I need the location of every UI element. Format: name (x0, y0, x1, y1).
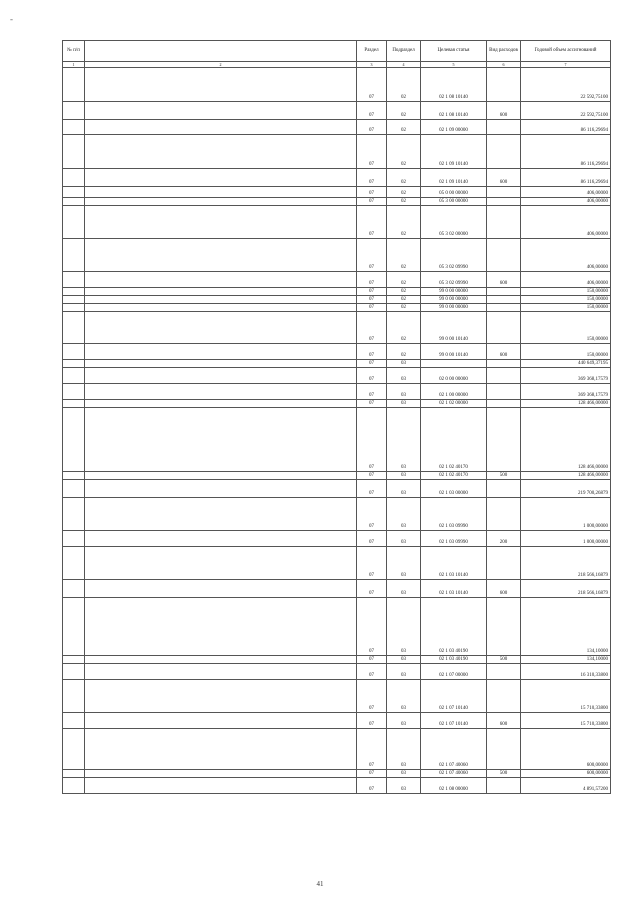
row-subsection-cell: 03 (387, 384, 421, 400)
row-section-cell: 07 (357, 656, 387, 664)
table-row (63, 68, 611, 102)
row-target-cell: 05 3 02 00000 (421, 206, 487, 239)
row-subsection-cell: 03 (387, 656, 421, 664)
row-amount-cell: 128 466,00000 (521, 408, 611, 472)
row-target-cell: 02 1 07 10140 (421, 713, 487, 729)
table-row (63, 169, 611, 187)
table-row (63, 598, 611, 656)
row-target-cell: 02 1 08 10140 (421, 68, 487, 102)
row-name-cell (85, 472, 357, 480)
row-name-cell (85, 778, 357, 794)
header-kind: Вид расходов (487, 41, 521, 62)
table-row (63, 102, 611, 120)
table-row (63, 368, 611, 384)
row-name-cell (85, 713, 357, 729)
row-name-cell (85, 120, 357, 135)
row-kind-cell (487, 360, 521, 368)
row-kind-cell (487, 778, 521, 794)
row-kind-cell (487, 68, 521, 102)
row-number-cell (63, 206, 85, 239)
column-number: 3 (357, 62, 387, 68)
row-name-cell (85, 729, 357, 770)
table-row (63, 239, 611, 272)
row-section-cell: 07 (357, 187, 387, 198)
row-target-cell: 05 0 00 00000 (421, 187, 487, 198)
row-amount-cell: 440 649,37195 (521, 360, 611, 368)
row-subsection-cell: 02 (387, 239, 421, 272)
row-kind-cell (487, 198, 521, 206)
row-number-cell (63, 656, 85, 664)
row-target-cell: 05 3 00 00000 (421, 198, 487, 206)
row-number-cell (63, 713, 85, 729)
row-amount-cell: 600,00000 (521, 729, 611, 770)
row-subsection-cell: 03 (387, 729, 421, 770)
row-number-cell (63, 480, 85, 498)
row-subsection-cell: 03 (387, 770, 421, 778)
row-amount-cell: 150,00000 (521, 344, 611, 360)
row-amount-cell: 22 592,75100 (521, 68, 611, 102)
row-section-cell: 07 (357, 368, 387, 384)
table-row (63, 312, 611, 344)
row-number-cell (63, 368, 85, 384)
row-amount-cell: 4 891,57200 (521, 778, 611, 794)
column-number: 4 (387, 62, 421, 68)
table-row (63, 304, 611, 312)
row-subsection-cell: 02 (387, 198, 421, 206)
row-kind-cell (487, 304, 521, 312)
row-target-cell: 02 1 02 40170 (421, 408, 487, 472)
table-row (63, 729, 611, 770)
table-row (63, 713, 611, 729)
row-subsection-cell: 03 (387, 547, 421, 580)
budget-table-sheet (62, 40, 610, 794)
row-kind-cell (487, 288, 521, 296)
table-row (63, 498, 611, 531)
row-subsection-cell: 02 (387, 120, 421, 135)
row-name-cell (85, 296, 357, 304)
row-section-cell: 07 (357, 384, 387, 400)
table-row (63, 344, 611, 360)
row-subsection-cell: 02 (387, 296, 421, 304)
row-name-cell (85, 656, 357, 664)
table-row (63, 472, 611, 480)
row-target-cell: 99 0 00 10140 (421, 312, 487, 344)
table-row (63, 198, 611, 206)
row-number-cell (63, 680, 85, 713)
row-name-cell (85, 400, 357, 408)
row-section-cell: 07 (357, 102, 387, 120)
row-kind-cell: 600 (487, 102, 521, 120)
row-number-cell (63, 408, 85, 472)
table-row (63, 547, 611, 580)
row-name-cell (85, 770, 357, 778)
row-target-cell (421, 360, 487, 368)
row-target-cell: 02 1 07 00000 (421, 664, 487, 680)
row-target-cell: 02 1 02 40170 (421, 472, 487, 480)
row-kind-cell: 500 (487, 472, 521, 480)
row-target-cell: 02 1 03 09990 (421, 498, 487, 531)
row-amount-cell: 150,00000 (521, 296, 611, 304)
table-row (63, 531, 611, 547)
row-number-cell (63, 120, 85, 135)
column-number: 7 (521, 62, 611, 68)
row-target-cell: 99 0 00 00000 (421, 296, 487, 304)
row-kind-cell: 500 (487, 656, 521, 664)
row-target-cell: 05 3 02 09990 (421, 272, 487, 288)
row-target-cell: 99 0 00 10140 (421, 344, 487, 360)
row-kind-cell (487, 664, 521, 680)
row-amount-cell: 406,00000 (521, 187, 611, 198)
row-subsection-cell: 02 (387, 304, 421, 312)
table-row (63, 400, 611, 408)
row-amount-cell: 16 310,33800 (521, 664, 611, 680)
row-section-cell: 07 (357, 120, 387, 135)
row-amount-cell: 150,00000 (521, 304, 611, 312)
row-section-cell: 07 (357, 598, 387, 656)
header-amount: Годовой объем ассигнований (521, 41, 611, 62)
row-section-cell: 07 (357, 770, 387, 778)
header-subsection: Подраздел (387, 41, 421, 62)
row-subsection-cell: 03 (387, 598, 421, 656)
row-number-cell (63, 778, 85, 794)
row-section-cell: 07 (357, 729, 387, 770)
row-section-cell: 07 (357, 408, 387, 472)
row-section-cell: 07 (357, 472, 387, 480)
row-kind-cell (487, 312, 521, 344)
row-kind-cell (487, 384, 521, 400)
row-name-cell (85, 598, 357, 656)
row-number-cell (63, 102, 85, 120)
table-row (63, 770, 611, 778)
row-number-cell (63, 531, 85, 547)
table-row (63, 296, 611, 304)
row-number-cell (63, 547, 85, 580)
row-kind-cell (487, 368, 521, 384)
row-number-cell (63, 312, 85, 344)
row-target-cell: 99 0 00 00000 (421, 288, 487, 296)
row-section-cell: 07 (357, 312, 387, 344)
row-amount-cell: 86 116,29694 (521, 169, 611, 187)
row-kind-cell (487, 598, 521, 656)
row-name-cell (85, 68, 357, 102)
row-kind-cell (487, 239, 521, 272)
row-subsection-cell: 02 (387, 169, 421, 187)
row-subsection-cell: 02 (387, 187, 421, 198)
row-amount-cell: 86 116,29694 (521, 120, 611, 135)
row-name-cell (85, 408, 357, 472)
row-target-cell: 02 1 00 00000 (421, 384, 487, 400)
row-target-cell: 02 1 03 00000 (421, 480, 487, 498)
header-num: № п/п (63, 41, 85, 62)
table-row (63, 480, 611, 498)
row-name-cell (85, 384, 357, 400)
row-target-cell: 02 1 03 10140 (421, 580, 487, 598)
row-section-cell: 07 (357, 713, 387, 729)
row-kind-cell (487, 408, 521, 472)
row-number-cell (63, 360, 85, 368)
row-subsection-cell: 03 (387, 400, 421, 408)
row-name-cell (85, 187, 357, 198)
row-number-cell (63, 288, 85, 296)
row-subsection-cell: 02 (387, 102, 421, 120)
table-row (63, 187, 611, 198)
row-kind-cell (487, 680, 521, 713)
row-amount-cell: 134,10000 (521, 598, 611, 656)
row-section-cell: 07 (357, 400, 387, 408)
row-number-cell (63, 598, 85, 656)
row-target-cell: 02 1 03 40190 (421, 598, 487, 656)
row-kind-cell (487, 135, 521, 169)
row-amount-cell: 128 466,00000 (521, 472, 611, 480)
row-kind-cell: 200 (487, 531, 521, 547)
row-amount-cell: 406,00000 (521, 198, 611, 206)
row-number-cell (63, 198, 85, 206)
row-amount-cell: 406,00000 (521, 206, 611, 239)
row-section-cell: 07 (357, 239, 387, 272)
row-number-cell (63, 729, 85, 770)
table-row (63, 272, 611, 288)
table-row (63, 120, 611, 135)
row-subsection-cell: 03 (387, 480, 421, 498)
row-subsection-cell: 02 (387, 344, 421, 360)
scan-corner-mark: - (10, 14, 13, 24)
row-section-cell: 07 (357, 198, 387, 206)
row-kind-cell: 500 (487, 770, 521, 778)
row-amount-cell: 150,00000 (521, 288, 611, 296)
row-section-cell: 07 (357, 547, 387, 580)
row-number-cell (63, 187, 85, 198)
row-section-cell: 07 (357, 206, 387, 239)
column-number: 6 (487, 62, 521, 68)
row-subsection-cell: 03 (387, 664, 421, 680)
row-number-cell (63, 344, 85, 360)
row-subsection-cell: 03 (387, 680, 421, 713)
row-section-cell: 07 (357, 360, 387, 368)
row-kind-cell (487, 547, 521, 580)
row-name-cell (85, 206, 357, 239)
row-amount-cell: 406,00000 (521, 239, 611, 272)
row-target-cell: 05 3 02 09990 (421, 239, 487, 272)
row-target-cell: 02 1 07 10140 (421, 680, 487, 713)
row-subsection-cell: 02 (387, 206, 421, 239)
header-target: Целевая статья (421, 41, 487, 62)
row-name-cell (85, 531, 357, 547)
row-name-cell (85, 480, 357, 498)
row-subsection-cell: 03 (387, 498, 421, 531)
row-name-cell (85, 102, 357, 120)
row-subsection-cell: 02 (387, 135, 421, 169)
row-name-cell (85, 288, 357, 296)
row-amount-cell: 15 710,33800 (521, 680, 611, 713)
row-section-cell: 07 (357, 531, 387, 547)
row-amount-cell: 1 000,00000 (521, 498, 611, 531)
row-number-cell (63, 304, 85, 312)
table-header-row (63, 41, 611, 62)
table-row (63, 680, 611, 713)
table-row (63, 656, 611, 664)
row-number-cell (63, 580, 85, 598)
row-section-cell: 07 (357, 778, 387, 794)
row-number-cell (63, 472, 85, 480)
row-name-cell (85, 368, 357, 384)
row-amount-cell: 406,00000 (521, 272, 611, 288)
row-subsection-cell: 02 (387, 68, 421, 102)
row-section-cell: 07 (357, 344, 387, 360)
row-section-cell: 07 (357, 135, 387, 169)
row-subsection-cell: 03 (387, 472, 421, 480)
row-subsection-cell: 03 (387, 580, 421, 598)
table-row (63, 778, 611, 794)
row-subsection-cell: 02 (387, 272, 421, 288)
row-amount-cell: 150,00000 (521, 312, 611, 344)
row-subsection-cell: 02 (387, 312, 421, 344)
row-kind-cell: 600 (487, 169, 521, 187)
row-subsection-cell: 03 (387, 408, 421, 472)
row-kind-cell: 600 (487, 580, 521, 598)
table-row (63, 288, 611, 296)
row-target-cell: 02 1 07 40060 (421, 729, 487, 770)
row-section-cell: 07 (357, 296, 387, 304)
row-number-cell (63, 498, 85, 531)
row-number-cell (63, 770, 85, 778)
row-amount-cell: 15 710,33800 (521, 713, 611, 729)
row-kind-cell (487, 187, 521, 198)
row-name-cell (85, 580, 357, 598)
row-section-cell: 07 (357, 304, 387, 312)
row-number-cell (63, 169, 85, 187)
row-target-cell: 02 1 09 00000 (421, 120, 487, 135)
row-amount-cell: 1 000,00000 (521, 531, 611, 547)
row-number-cell (63, 272, 85, 288)
row-kind-cell (487, 729, 521, 770)
row-kind-cell (487, 498, 521, 531)
row-name-cell (85, 547, 357, 580)
table-row (63, 360, 611, 368)
row-name-cell (85, 239, 357, 272)
row-number-cell (63, 68, 85, 102)
row-section-cell: 07 (357, 68, 387, 102)
column-number: 5 (421, 62, 487, 68)
row-target-cell: 02 1 07 40060 (421, 770, 487, 778)
row-section-cell: 07 (357, 580, 387, 598)
row-target-cell: 02 1 09 10140 (421, 135, 487, 169)
row-kind-cell (487, 480, 521, 498)
header-name (85, 41, 357, 62)
row-section-cell: 07 (357, 498, 387, 531)
row-kind-cell: 600 (487, 713, 521, 729)
row-section-cell: 07 (357, 288, 387, 296)
row-section-cell: 07 (357, 680, 387, 713)
row-amount-cell: 22 592,75100 (521, 102, 611, 120)
table-row (63, 580, 611, 598)
row-target-cell: 02 1 08 10140 (421, 102, 487, 120)
row-amount-cell: 218 566,16879 (521, 547, 611, 580)
row-amount-cell: 86 116,29694 (521, 135, 611, 169)
row-amount-cell: 218 566,16879 (521, 580, 611, 598)
row-number-cell (63, 384, 85, 400)
row-name-cell (85, 664, 357, 680)
row-subsection-cell: 03 (387, 713, 421, 729)
table-row (63, 135, 611, 169)
row-number-cell (63, 296, 85, 304)
row-target-cell: 02 1 09 10140 (421, 169, 487, 187)
row-name-cell (85, 498, 357, 531)
row-target-cell: 02 1 02 00000 (421, 400, 487, 408)
row-number-cell (63, 135, 85, 169)
page-number: 41 (316, 880, 324, 888)
row-subsection-cell: 03 (387, 778, 421, 794)
row-amount-cell: 600,00000 (521, 770, 611, 778)
row-amount-cell: 128 466,00000 (521, 400, 611, 408)
row-section-cell: 07 (357, 169, 387, 187)
row-kind-cell: 600 (487, 344, 521, 360)
row-name-cell (85, 198, 357, 206)
table-row (63, 384, 611, 400)
row-kind-cell (487, 206, 521, 239)
row-target-cell: 02 1 03 40190 (421, 656, 487, 664)
row-name-cell (85, 169, 357, 187)
row-target-cell: 02 1 03 09990 (421, 531, 487, 547)
column-number: 1 (63, 62, 85, 68)
row-subsection-cell: 03 (387, 368, 421, 384)
row-amount-cell: 369 368,17579 (521, 384, 611, 400)
row-amount-cell: 369 368,17579 (521, 368, 611, 384)
row-amount-cell: 134,10000 (521, 656, 611, 664)
row-number-cell (63, 239, 85, 272)
row-kind-cell (487, 296, 521, 304)
row-number-cell (63, 664, 85, 680)
row-target-cell: 99 0 00 00000 (421, 304, 487, 312)
row-name-cell (85, 135, 357, 169)
row-name-cell (85, 360, 357, 368)
header-section: Раздел (357, 41, 387, 62)
row-name-cell (85, 304, 357, 312)
row-kind-cell (487, 400, 521, 408)
column-number: 2 (85, 62, 357, 68)
row-target-cell: 02 0 00 00000 (421, 368, 487, 384)
budget-table (62, 40, 611, 794)
row-target-cell: 02 1 03 10140 (421, 547, 487, 580)
row-section-cell: 07 (357, 272, 387, 288)
row-kind-cell (487, 120, 521, 135)
row-name-cell (85, 344, 357, 360)
row-name-cell (85, 272, 357, 288)
row-kind-cell: 600 (487, 272, 521, 288)
row-name-cell (85, 312, 357, 344)
row-subsection-cell: 02 (387, 288, 421, 296)
table-row (63, 408, 611, 472)
table-row (63, 664, 611, 680)
row-subsection-cell: 03 (387, 360, 421, 368)
row-section-cell: 07 (357, 664, 387, 680)
row-section-cell: 07 (357, 480, 387, 498)
row-target-cell: 02 1 08 00000 (421, 778, 487, 794)
row-subsection-cell: 03 (387, 531, 421, 547)
row-amount-cell: 219 700,26879 (521, 480, 611, 498)
table-row (63, 206, 611, 239)
row-name-cell (85, 680, 357, 713)
row-number-cell (63, 400, 85, 408)
